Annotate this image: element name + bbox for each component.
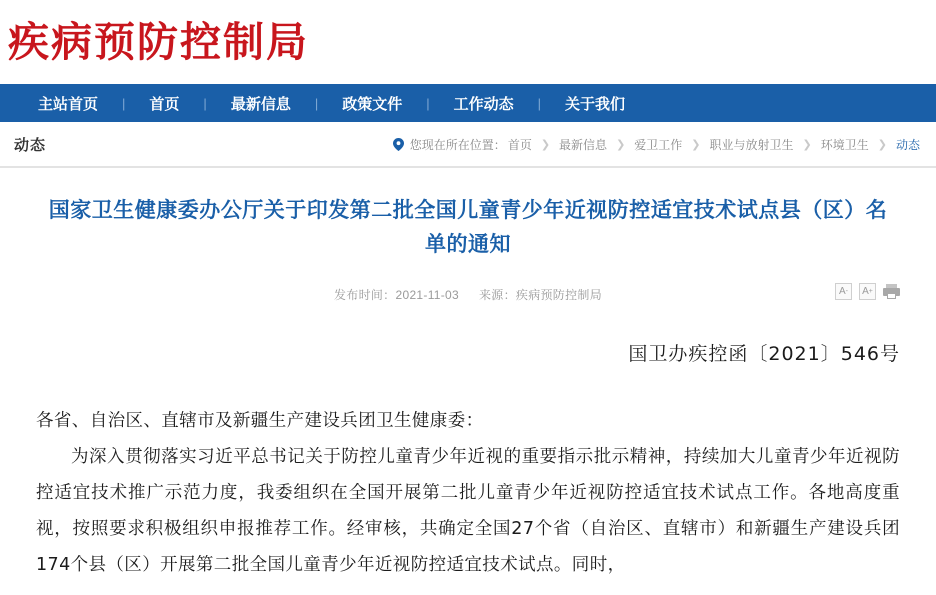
breadcrumb-prefix: 您现在所在位置：: [409, 137, 506, 152]
article-meta: [334, 286, 602, 303]
breadcrumb-arrow-icon: ❯: [540, 138, 551, 151]
site-masthead: [0, 0, 936, 84]
font-increase-sup: +: [868, 288, 873, 296]
nav-item-home[interactable]: 首页: [149, 95, 180, 113]
publish-time-value: 2021-11-03: [395, 287, 459, 302]
document-number: 国卫办疾控函〔2021〕546号: [628, 343, 900, 366]
primary-navigation: [0, 84, 936, 122]
article-paragraph-1: 为深入贯彻落实习近平总书记关于防控儿童青少年近视的重要指示批示精神，持续加大儿童青少年近视防控适宜技术推广示范力度，我委组织在全国开展第二批儿童青少年近视防控适宜技术试点工作。各地高度重视，按照要求积极组织申报推荐工作。经审核，共确定全国27个省（自治区、直辖市）和新疆生产建设兵团174个县（区）开展第二批全国儿童青少年近视防控适宜技术试点。同时，: [36, 447, 900, 575]
font-increase-label: A: [862, 285, 869, 297]
font-decrease-label: A: [838, 285, 846, 297]
breadcrumb-item-environmental-health[interactable]: 环境卫生: [820, 137, 869, 152]
article-paragraph-salutation: 各省、自治区、直辖市及新疆生产建设兵团卫生健康委：: [36, 411, 484, 432]
article-container: [0, 168, 936, 584]
section-title: 动态: [14, 136, 47, 154]
source-value: 疾病预防控制局: [515, 287, 603, 302]
nav-separator: |: [122, 95, 126, 111]
article-body: [36, 404, 900, 583]
article-meta-row: [36, 283, 900, 305]
breadcrumb-arrow-icon: ❯: [877, 138, 887, 151]
nav-item-work-updates[interactable]: 工作动态: [453, 95, 514, 113]
breadcrumb-item-latest-news[interactable]: 最新信息: [559, 137, 608, 152]
breadcrumb-item-current: 动态: [895, 137, 920, 152]
breadcrumb-item-patriotic-health-work[interactable]: 爱卫工作: [634, 137, 683, 152]
location-pin-icon: [393, 138, 404, 151]
source-label: 来源：: [479, 287, 516, 302]
nav-item-policy-documents[interactable]: 政策文件: [342, 95, 403, 113]
nav-separator: |: [203, 95, 207, 111]
font-decrease-sup: -: [845, 288, 848, 296]
nav-separator: |: [537, 95, 542, 111]
site-logo: 疾病预防控制局: [8, 17, 309, 66]
breadcrumb: [393, 136, 922, 153]
font-decrease-button[interactable]: [835, 283, 852, 300]
breadcrumb-arrow-icon: ❯: [691, 138, 701, 151]
nav-separator: |: [314, 95, 319, 111]
breadcrumb-item-home[interactable]: 首页: [507, 137, 532, 152]
nav-separator: |: [426, 95, 430, 111]
breadcrumb-item-occupational-radiation-health[interactable]: 职业与放射卫生: [709, 137, 794, 152]
nav-item-main-home[interactable]: 主站首页: [38, 95, 99, 113]
page-title: 国家卫生健康委办公厅关于印发第二批全国儿童青少年近视防控适宜技术试点县（区）名单的通知: [48, 199, 888, 256]
breadcrumb-arrow-icon: ❯: [616, 138, 626, 151]
publish-time-label: 发布时间：: [333, 287, 396, 302]
print-button[interactable]: [883, 283, 900, 300]
font-increase-button[interactable]: [859, 283, 876, 300]
nav-item-about-us[interactable]: 关于我们: [565, 95, 626, 113]
printer-icon-paper: [887, 293, 896, 299]
breadcrumb-bar: [0, 122, 936, 168]
nav-item-latest-news[interactable]: 最新信息: [230, 95, 291, 113]
breadcrumb-arrow-icon: ❯: [802, 138, 812, 151]
article-tools: [835, 283, 900, 300]
